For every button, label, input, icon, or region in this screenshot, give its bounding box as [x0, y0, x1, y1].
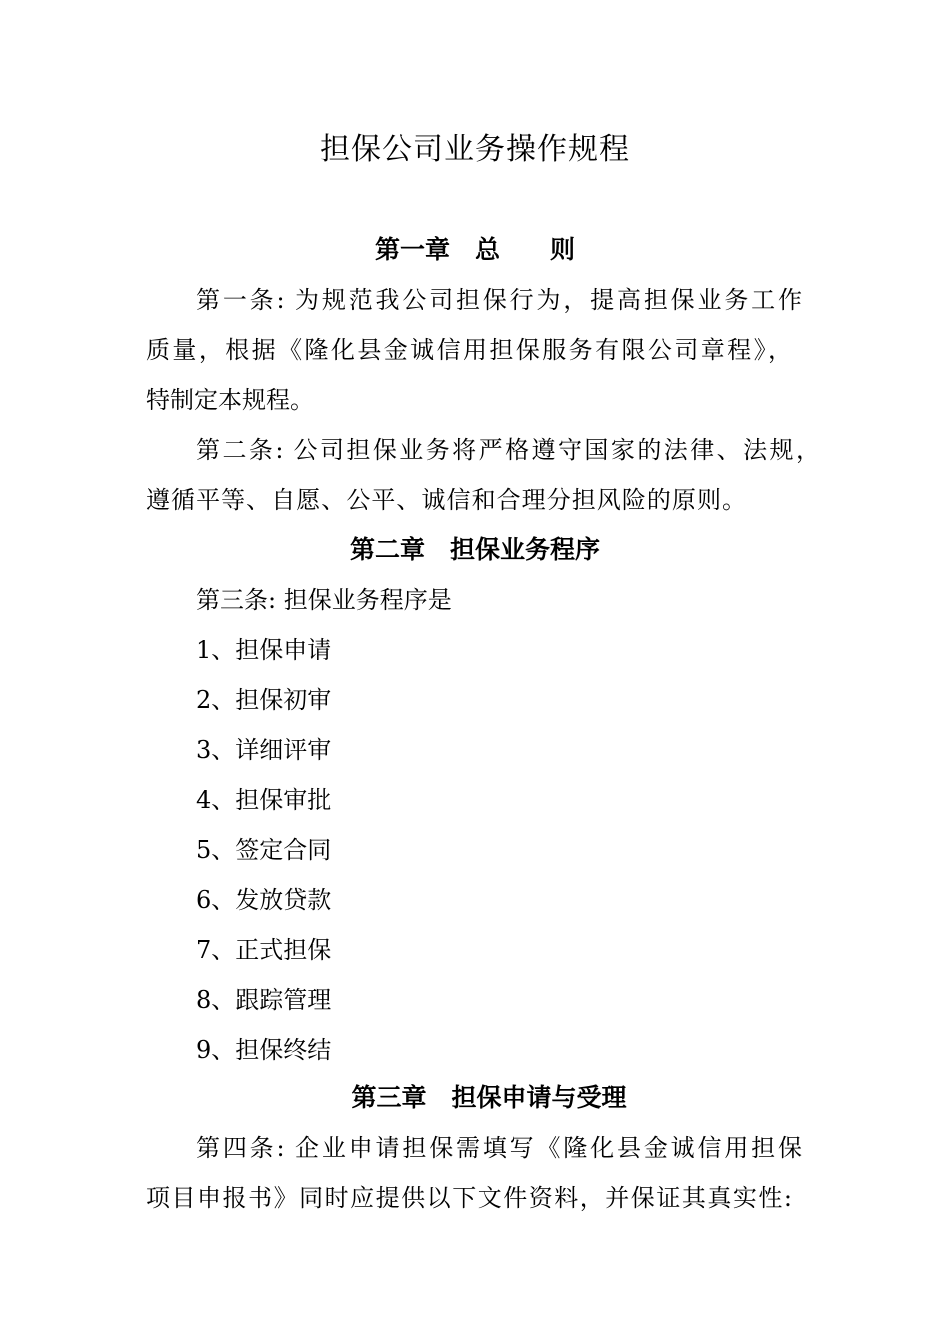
article-1-line-1: 第一条: 为规范我公司担保行为，提高担保业务工作	[196, 286, 802, 314]
article-2-line-2: 遵循平等、自愿、公平、诚信和合理分担风险的原则。	[146, 486, 746, 514]
article-4-line-2: 项目申报书》同时应提供以下文件资料，并保证其真实性:	[146, 1184, 792, 1212]
procedure-step-1: 1、担保申请	[196, 636, 332, 664]
chapter-1-heading: 第一章 总 则	[374, 235, 575, 264]
procedure-step-6: 6、发放贷款	[196, 886, 332, 914]
article-3: 第三条: 担保业务程序是	[196, 586, 452, 614]
article-1-line-3: 特制定本规程。	[146, 386, 314, 414]
chapter-2-heading: 第二章 担保业务程序	[349, 535, 600, 564]
procedure-step-3: 3、详细评审	[196, 736, 332, 764]
document-title: 担保公司业务操作规程	[320, 132, 630, 167]
procedure-step-9: 9、担保终结	[196, 1036, 332, 1064]
procedure-step-4: 4、担保审批	[196, 786, 332, 814]
article-4-line-1: 第四条: 企业申请担保需填写《隆化县金诚信用担保	[196, 1134, 802, 1162]
procedure-step-2: 2、担保初审	[196, 686, 332, 714]
article-2-line-1: 第二条: 公司担保业务将严格遵守国家的法律、法规，	[196, 436, 820, 464]
chapter-3-heading: 第三章 担保申请与受理	[351, 1083, 627, 1112]
procedure-step-7: 7、正式担保	[196, 936, 332, 964]
procedure-step-8: 8、跟踪管理	[196, 986, 332, 1014]
article-1-line-2: 质量，根据《隆化县金诚信用担保服务有限公司章程》，	[146, 336, 792, 364]
procedure-step-5: 5、签定合同	[196, 836, 332, 864]
